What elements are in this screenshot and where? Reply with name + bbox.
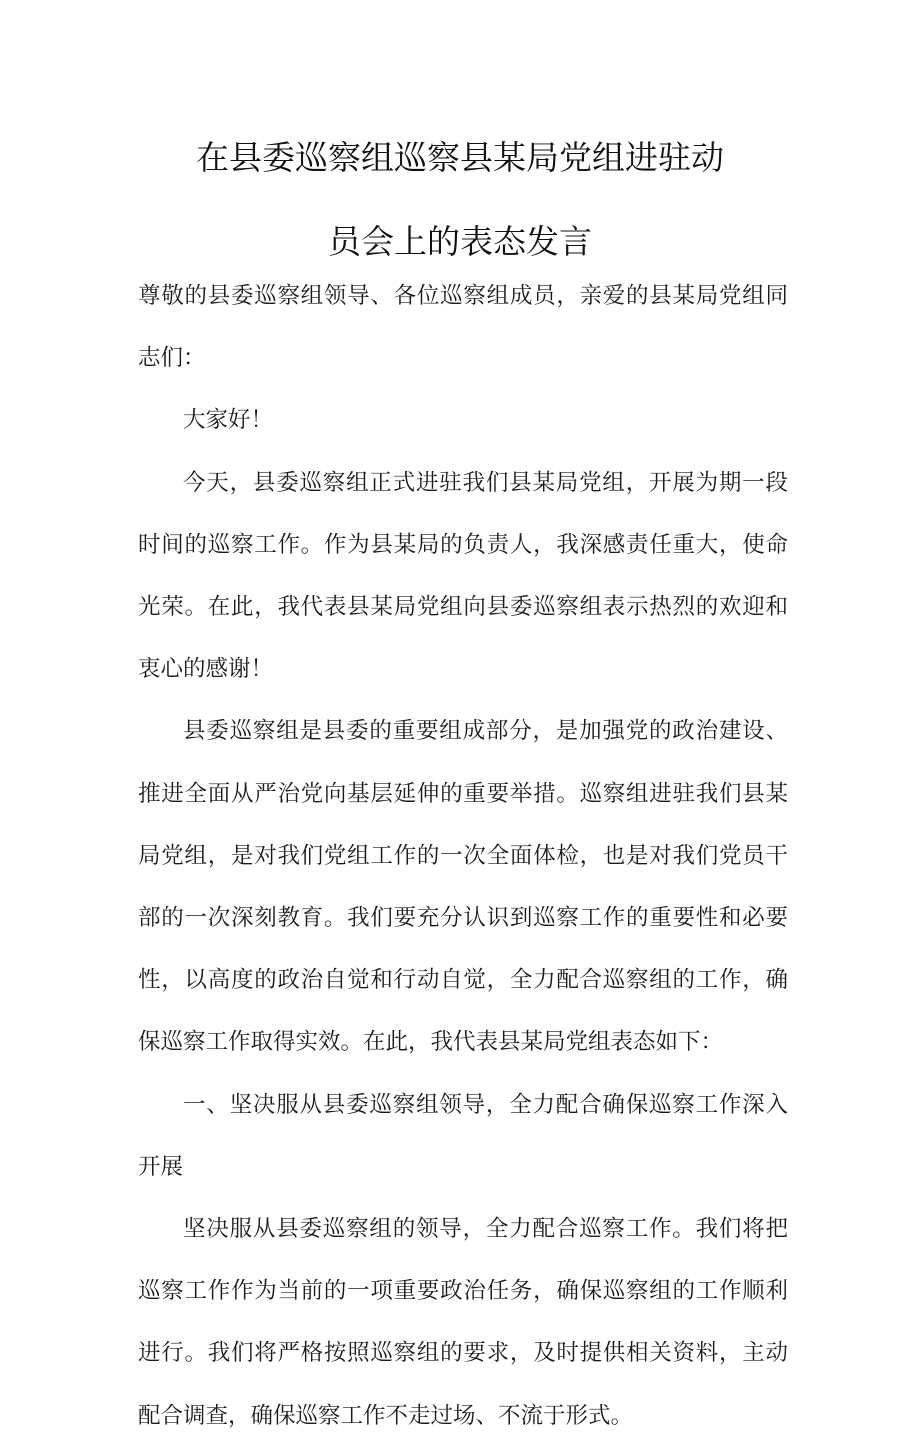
document-title-line-2: 员会上的表态发言 bbox=[328, 222, 592, 261]
salutation-paragraph: 尊敬的县委巡察组领导、各位巡察组成员，亲爱的县某局党组同志们： bbox=[138, 283, 788, 372]
body-paragraph: 今天，县委巡察组正式进驻我们县某局党组，开展为期一段时间的巡察工作。作为县某局的负责人，我深感责任重大，使命光荣。在此，我代表县某局党组向县委巡察组表示热烈的欢迎和衷心的感谢！ bbox=[138, 469, 788, 683]
section-heading: 一、坚决服从县委巡察组领导，全力配合确保巡察工作深入开展 bbox=[138, 1091, 788, 1180]
greeting-paragraph: 大家好！ bbox=[183, 407, 274, 434]
document-body bbox=[138, 265, 788, 1447]
body-paragraph: 坚决服从县委巡察组的领导，全力配合巡察工作。我们将把巡察工作作为当前的一项重要政治任务，确保巡察组的工作顺利进行。我们将严格按照巡察组的要求，及时提供相关资料，主动配合调查，确保巡察工作不走过场、不流于形式。 bbox=[138, 1216, 788, 1429]
body-paragraph: 县委巡察组是县委的重要组成部分，是加强党的政治建设、推进全面从严治党向基层延伸的重要举措。巡察组进驻我们县某局党组，是对我们党组工作的一次全面体检，也是对我们党员干部的一次深刻教育。我们要充分认识到巡察工作的重要性和必要性，以高度的政治自觉和行动自觉，全力配合巡察组的工作，确保巡察工作取得实效。在此，我代表县某局党组表态如下： bbox=[138, 718, 788, 1056]
document-title-line-1: 在县委巡察组巡察县某局党组进驻动 bbox=[196, 138, 724, 177]
